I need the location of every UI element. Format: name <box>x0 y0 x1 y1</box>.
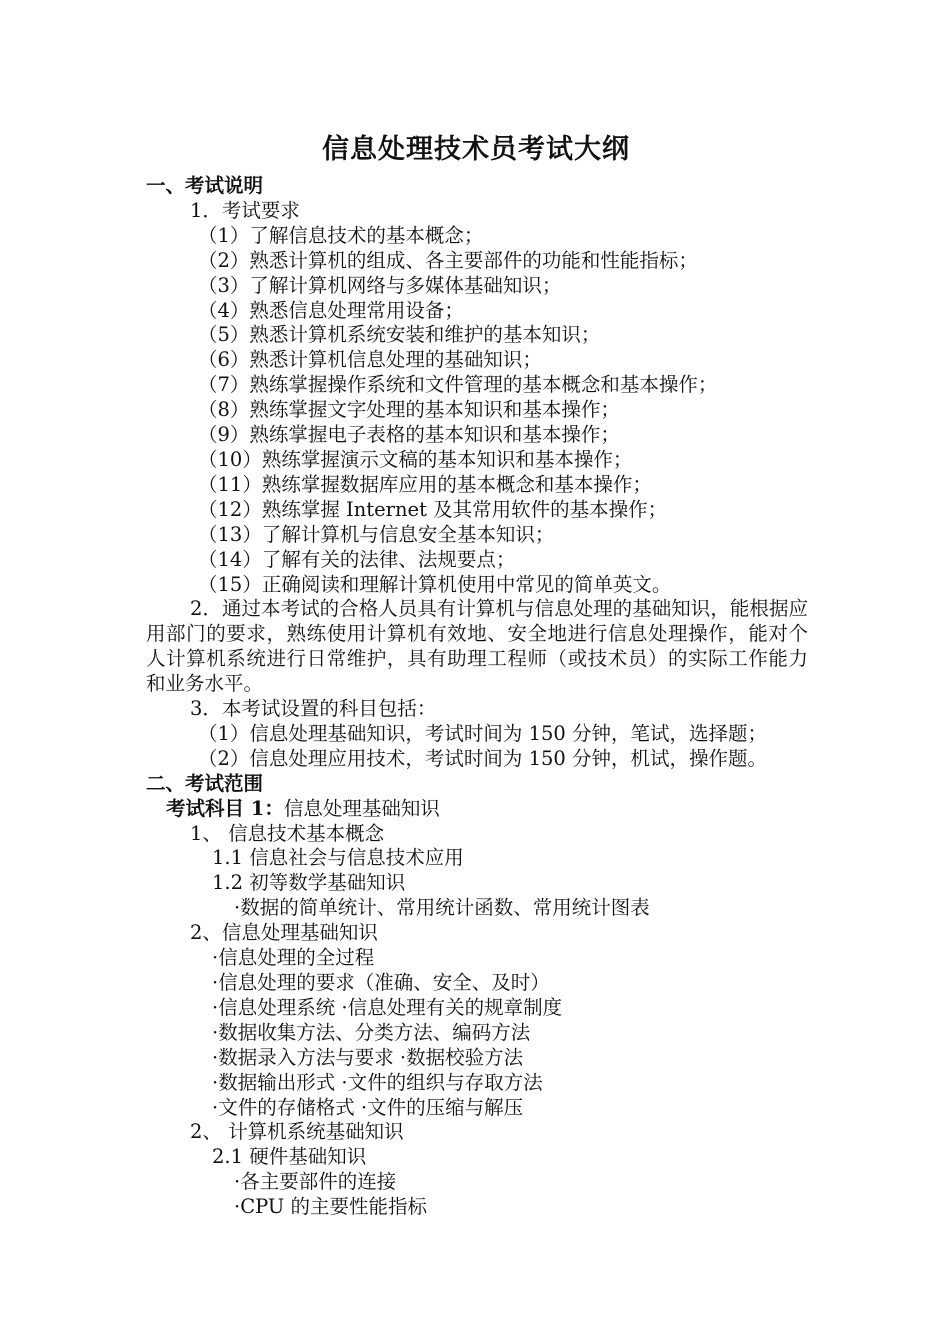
scope-bullet-item: ·CPU 的主要性能指标 <box>234 1195 428 1219</box>
requirement-item: （2）熟悉计算机的组成、各主要部件的功能和性能指标； <box>198 248 698 272</box>
exam-subject-name: 信息处理基础知识 <box>283 796 440 820</box>
requirement-item: （4）熟悉信息处理常用设备； <box>198 298 464 322</box>
scope-bullet-item: ·各主要部件的连接 <box>234 1170 397 1194</box>
requirement-item: （12）熟练掌握 Internet 及其常用软件的基本操作； <box>198 497 668 521</box>
document-body <box>146 174 816 1220</box>
scope-bullet-item: ·数据收集方法、分类方法、编码方法 <box>212 1020 531 1044</box>
document-title: 信息处理技术员考试大纲 <box>322 134 630 165</box>
scope-subsection: 1.1 信息社会与信息技术应用 <box>212 846 464 870</box>
section-heading-exam-description: 一、考试说明 <box>146 174 264 197</box>
scope-bullet-item: ·数据输出形式 ·文件的组织与存取方法 <box>212 1070 543 1094</box>
scope-subsection: 2.1 硬件基础知识 <box>212 1145 367 1169</box>
requirement-item: （5）熟悉计算机系统安装和维护的基本知识； <box>198 323 601 347</box>
exam-requirements-heading: 1．考试要求 <box>190 198 300 222</box>
qualification-paragraph: 2．通过本考试的合格人员具有计算机与信息处理的基础知识，能根据应用部门的要求，熟练使用计算机有效地、安全地进行信息处理操作，能对个人计算机系统进行日常维护，具有助理工程师（或技术员）的实际工作能力和业务水平。 <box>146 597 808 696</box>
scope-bullet-item: ·数据录入方法与要求 ·数据校验方法 <box>212 1045 524 1069</box>
subject-item: （2）信息处理应用技术，考试时间为 150 分钟，机试，操作题。 <box>198 746 768 770</box>
subject-item: （1）信息处理基础知识，考试时间为 150 分钟，笔试，选择题； <box>198 721 768 745</box>
requirement-item: （6）熟悉计算机信息处理的基础知识； <box>198 348 542 372</box>
requirement-item: （10）熟练掌握演示文稿的基本知识和基本操作； <box>198 447 633 471</box>
scope-bullet-item: ·信息处理系统 ·信息处理有关的规章制度 <box>212 995 563 1019</box>
requirement-item: （7）熟练掌握操作系统和文件管理的基本概念和基本操作； <box>198 373 718 397</box>
requirement-item: （3）了解计算机网络与多媒体基础知识； <box>198 273 562 297</box>
requirement-item: （8）熟练掌握文字处理的基本知识和基本操作； <box>198 398 620 422</box>
requirement-item: （13）了解计算机与信息安全基本知识； <box>198 522 555 546</box>
requirement-item: （14）了解有关的法律、法规要点； <box>198 547 516 571</box>
requirement-item: （11）熟练掌握数据库应用的基本概念和基本操作； <box>198 472 652 496</box>
exam-subject-label: 考试科目 1： <box>166 796 284 820</box>
scope-section-heading: 2、信息处理基础知识 <box>190 921 378 945</box>
requirement-item: （15）正确阅读和理解计算机使用中常见的简单英文。 <box>198 572 672 596</box>
scope-bullet-item: ·信息处理的全过程 <box>212 946 375 970</box>
requirement-item: （9）熟练掌握电子表格的基本知识和基本操作； <box>198 423 620 447</box>
requirement-item: （1）了解信息技术的基本概念； <box>198 223 484 247</box>
section-heading-exam-scope: 二、考试范围 <box>146 771 264 795</box>
scope-section-heading: 2、 计算机系统基础知识 <box>190 1120 404 1144</box>
scope-bullet-item: ·信息处理的要求（准确、安全、及时） <box>212 971 550 994</box>
scope-bullet-item: ·数据的简单统计、常用统计函数、常用统计图表 <box>234 896 650 920</box>
scope-bullet-item: ·文件的存储格式 ·文件的压缩与解压 <box>212 1095 524 1119</box>
scope-subsection: 1.2 初等数学基础知识 <box>212 871 406 895</box>
subjects-heading: 3．本考试设置的科目包括： <box>190 697 437 721</box>
scope-section-heading: 1、 信息技术基本概念 <box>190 821 385 845</box>
exam-subject-line <box>146 797 816 822</box>
